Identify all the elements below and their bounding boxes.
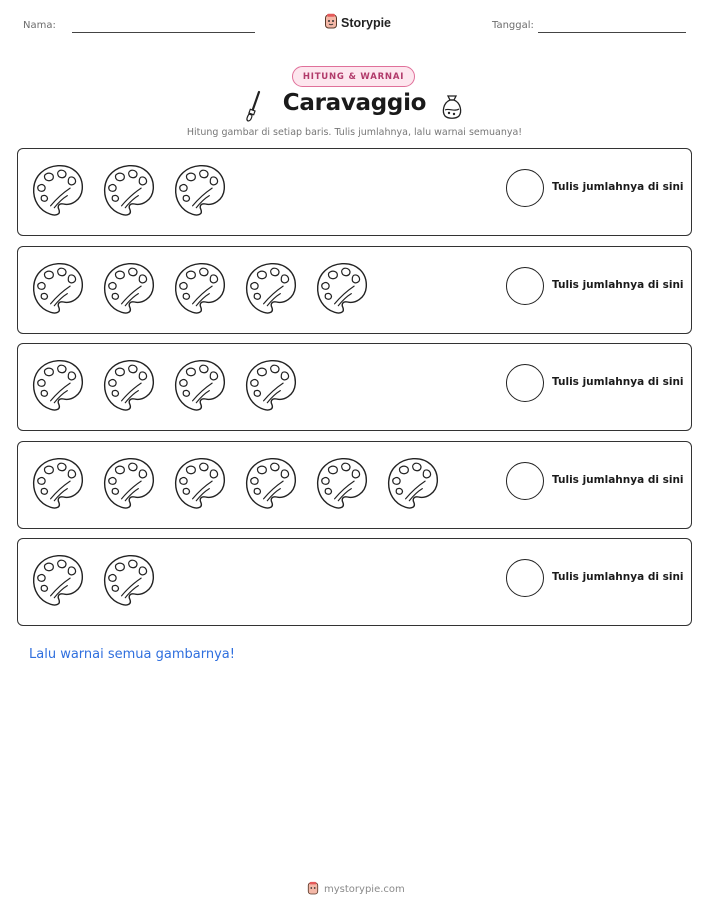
date-label: Tanggal: <box>492 20 534 31</box>
paint-palette-icon <box>101 260 157 320</box>
page-title: Caravaggio <box>282 90 427 116</box>
answer-circle[interactable] <box>506 364 544 402</box>
paint-palette-icon <box>30 552 86 612</box>
paint-palette-icon <box>30 162 86 222</box>
storypie-logo-icon <box>324 13 338 33</box>
paint-palette-icon <box>101 357 157 417</box>
answer-prompt: Tulis jumlahnya di sini <box>552 473 684 486</box>
brand-name: Storypie <box>341 16 392 30</box>
date-line[interactable] <box>538 32 686 33</box>
paint-palette-icon <box>172 455 228 515</box>
answer-circle[interactable] <box>506 462 544 500</box>
answer-prompt: Tulis jumlahnya di sini <box>552 571 684 583</box>
paint-palette-icon <box>243 260 299 320</box>
paint-palette-icon <box>314 260 370 320</box>
palette-group <box>30 357 299 417</box>
counting-row <box>17 343 692 431</box>
counting-row <box>17 148 692 236</box>
paint-palette-icon <box>314 455 370 515</box>
counting-row <box>17 538 692 626</box>
answer-prompt: Tulis jumlahnya di sini <box>552 278 684 291</box>
brand-logo <box>324 13 391 33</box>
counting-row <box>17 441 692 529</box>
paint-palette-icon <box>385 455 441 515</box>
paint-palette-icon <box>172 162 228 222</box>
answer-circle[interactable] <box>506 267 544 305</box>
paint-palette-icon <box>101 552 157 612</box>
activity-badge: HITUNG & WARNAI <box>292 66 415 87</box>
paint-palette-icon <box>172 357 228 417</box>
paint-palette-icon <box>30 455 86 515</box>
palette-group <box>30 552 157 612</box>
paint-palette-icon <box>101 162 157 222</box>
closing-note: Lalu warnai semua gambarnya! <box>29 647 235 662</box>
name-label: Nama: <box>23 20 56 31</box>
paint-palette-icon <box>101 455 157 515</box>
answer-prompt: Tulis jumlahnya di sini <box>552 181 684 193</box>
storypie-logo-icon <box>307 880 319 899</box>
paint-palette-icon <box>30 357 86 417</box>
name-line[interactable] <box>72 32 255 33</box>
site-footer <box>307 880 405 899</box>
paint-palette-icon <box>30 260 86 320</box>
paint-palette-icon <box>243 357 299 417</box>
site-url: mystorypie.com <box>324 884 405 895</box>
paint-bag-icon <box>440 92 464 124</box>
instructions: Hitung gambar di setiap baris. Tulis jumlahnya, lalu warnai semuanya! <box>186 127 523 138</box>
palette-group <box>30 162 228 222</box>
answer-prompt: Tulis jumlahnya di sini <box>552 376 684 388</box>
answer-circle[interactable] <box>506 559 544 597</box>
counting-row <box>17 246 692 334</box>
palette-group <box>30 260 370 320</box>
paint-palette-icon <box>172 260 228 320</box>
paint-palette-icon <box>243 455 299 515</box>
title-row <box>0 90 709 124</box>
answer-circle[interactable] <box>506 169 544 207</box>
palette-group <box>30 455 441 515</box>
